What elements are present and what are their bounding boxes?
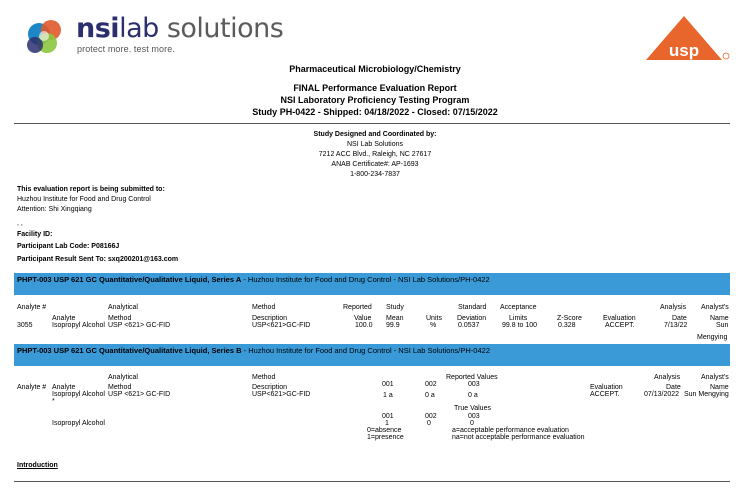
submitted-org: Huzhou Institute for Food and Drug Control — [17, 196, 151, 203]
cell-analyte: Isopropyl Alcohol — [52, 322, 105, 329]
divider-bottom — [14, 481, 730, 482]
b-col-method: Method — [252, 374, 276, 381]
cell-zscore: 0.328 — [558, 322, 576, 329]
col-units: Units — [426, 315, 442, 322]
b-col-analysts: Analyst's — [701, 374, 729, 381]
col-analysis: Analysis — [660, 304, 687, 311]
b-cell-analyte: Isopropyl Alcohol — [52, 391, 105, 398]
col-mean: Mean — [386, 315, 404, 322]
coordinator-title: Study Designed and Coordinated by: — [313, 131, 437, 138]
col-analyte: Analyte — [52, 315, 76, 322]
col-limits: Limits — [509, 315, 528, 322]
cell-units: % — [430, 322, 437, 329]
tv-v3: 0 — [470, 420, 474, 427]
col-date: Date — [672, 315, 687, 322]
facility-id: Facility ID: — [17, 231, 53, 238]
b-col-003: 003 — [468, 381, 480, 388]
series-a-subtitle: - Huzhou Institute for Food and Drug Control - NSI Lab Solutions/PH-0422 — [241, 275, 490, 284]
coordinator-line: 7212 ACC Blvd., Raleigh, NC 27617 — [318, 151, 432, 158]
series-a-bar — [14, 273, 730, 295]
series-b-bar — [14, 344, 730, 366]
brand-tagline: protect more. test more. — [77, 44, 175, 54]
dept-title: Pharmaceutical Microbiology/Chemistry — [289, 64, 461, 74]
submitted-blank: , , — [17, 220, 23, 227]
col-study: Study — [386, 304, 404, 311]
series-a-title: PHPT-003 USP 621 GC Quantitative/Qualitative Liquid, Series A — [17, 275, 242, 284]
cell-limits: 99.8 to 100 — [502, 322, 538, 329]
b-cell-evaluation: ACCEPT. — [590, 391, 620, 398]
b-col-analyte-num: Analyte # — [17, 384, 47, 391]
b-col-evaluation: Evaluation — [590, 384, 623, 391]
b-col-001: 001 — [382, 381, 394, 388]
col-method2: Method — [108, 315, 132, 322]
brand-name: nsilab solutions — [76, 13, 284, 44]
b-cell-method: USP <621> GC-FID — [108, 391, 171, 398]
cell-deviation: 0.0537 — [458, 322, 480, 329]
b-col-date: Date — [666, 384, 681, 391]
legend-acceptable: a=acceptable performance evaluation — [452, 427, 569, 434]
tv-analyte: Isopropyl Alcohol — [52, 420, 105, 427]
cell-analyte-num: 3055 — [17, 322, 33, 329]
col-analyte-num: Analyte # — [17, 304, 47, 311]
cell-value: 100.0 — [355, 322, 373, 329]
b-col-reported-values: Reported Values — [446, 374, 498, 381]
sent-to: Participant Result Sent To: sxq200201@163.com — [17, 256, 179, 263]
b-col-002: 002 — [425, 381, 437, 388]
col-standard: Standard — [458, 304, 487, 311]
col-deviation: Deviation — [457, 315, 487, 322]
coordinator-line: 1-800-234-7837 — [350, 171, 400, 178]
col-analysts: Analyst's — [701, 304, 729, 311]
col-analytical: Analytical — [108, 304, 138, 311]
col-description: Description — [252, 315, 288, 322]
b-col-name: Name — [710, 384, 729, 391]
b-col-analysis: Analysis — [654, 374, 681, 381]
b-cell-v1: 1 a — [383, 392, 393, 399]
b-cell-v2: 0 a — [425, 392, 435, 399]
cell-evaluation: ACCEPT. — [605, 322, 635, 329]
usp-text: usp — [668, 41, 700, 60]
b-col-analytical: Analytical — [108, 374, 138, 381]
report-title: FINAL Performance Evaluation Report — [293, 83, 457, 93]
lab-code: Participant Lab Code: P08166J — [17, 243, 120, 250]
divider — [14, 123, 730, 124]
col-zscore: Z-Score — [557, 315, 582, 322]
cell-date: 7/13/22 — [664, 322, 688, 329]
coordinator-line: NSI Lab Solutions — [346, 141, 404, 148]
b-col-description: Description — [252, 384, 288, 391]
tv-col-001: 001 — [382, 413, 394, 420]
col-reported: Reported — [343, 304, 372, 311]
tv-col-002: 002 — [425, 413, 437, 420]
program-title: NSI Laboratory Proficiency Testing Program — [280, 95, 470, 105]
cell-name-2: Mengying — [697, 334, 728, 341]
true-values-title: True Values — [454, 405, 491, 412]
b-cell-star: * — [52, 398, 55, 405]
col-acceptance: Acceptance — [500, 304, 537, 311]
b-cell-name: Sun Mengying — [684, 391, 729, 398]
series-b-subtitle: - Huzhou Institute for Food and Drug Control - NSI Lab Solutions/PH-0422 — [241, 346, 490, 355]
cell-name: Sun — [716, 322, 729, 329]
coordinator-line: ANAB Certificate#: AP-1693 — [331, 161, 419, 168]
b-col-analyte: Analyte — [52, 384, 76, 391]
col-method: Method — [252, 304, 276, 311]
introduction-heading: Introduction — [17, 462, 58, 469]
legend-presence: 1=presence — [367, 434, 404, 441]
usp-logo — [646, 14, 732, 64]
legend-absence: 0=absence — [367, 427, 402, 434]
col-name: Name — [710, 315, 729, 322]
col-evaluation: Evaluation — [603, 315, 636, 322]
b-col-method2: Method — [108, 384, 132, 391]
col-value: Value — [354, 315, 372, 322]
usp-triangle-icon — [646, 14, 732, 64]
tv-v1: 1 — [385, 420, 389, 427]
b-cell-description: USP<621>GC-FID — [252, 391, 311, 398]
tv-v2: 0 — [427, 420, 431, 427]
study-title: Study PH-0422 - Shipped: 04/18/2022 - Closed: 07/15/2022 — [252, 107, 498, 117]
cell-mean: 99.9 — [386, 322, 400, 329]
nsi-logo-mark-icon — [17, 12, 73, 60]
series-b-title: PHPT-003 USP 621 GC Quantitative/Qualitative Liquid, Series B — [17, 346, 242, 355]
cell-description: USP<621>GC-FID — [252, 322, 311, 329]
submitted-title: This evaluation report is being submitted to: — [17, 186, 165, 193]
cell-method: USP <621> GC-FID — [108, 322, 171, 329]
legend-not-acceptable: na=not acceptable performance evaluation — [452, 434, 585, 441]
tv-col-003: 003 — [468, 413, 480, 420]
b-cell-date: 07/13/2022 — [644, 391, 680, 398]
submitted-attention: Attention: Shi Xingqiang — [17, 206, 92, 213]
b-cell-v3: 0 a — [468, 392, 478, 399]
